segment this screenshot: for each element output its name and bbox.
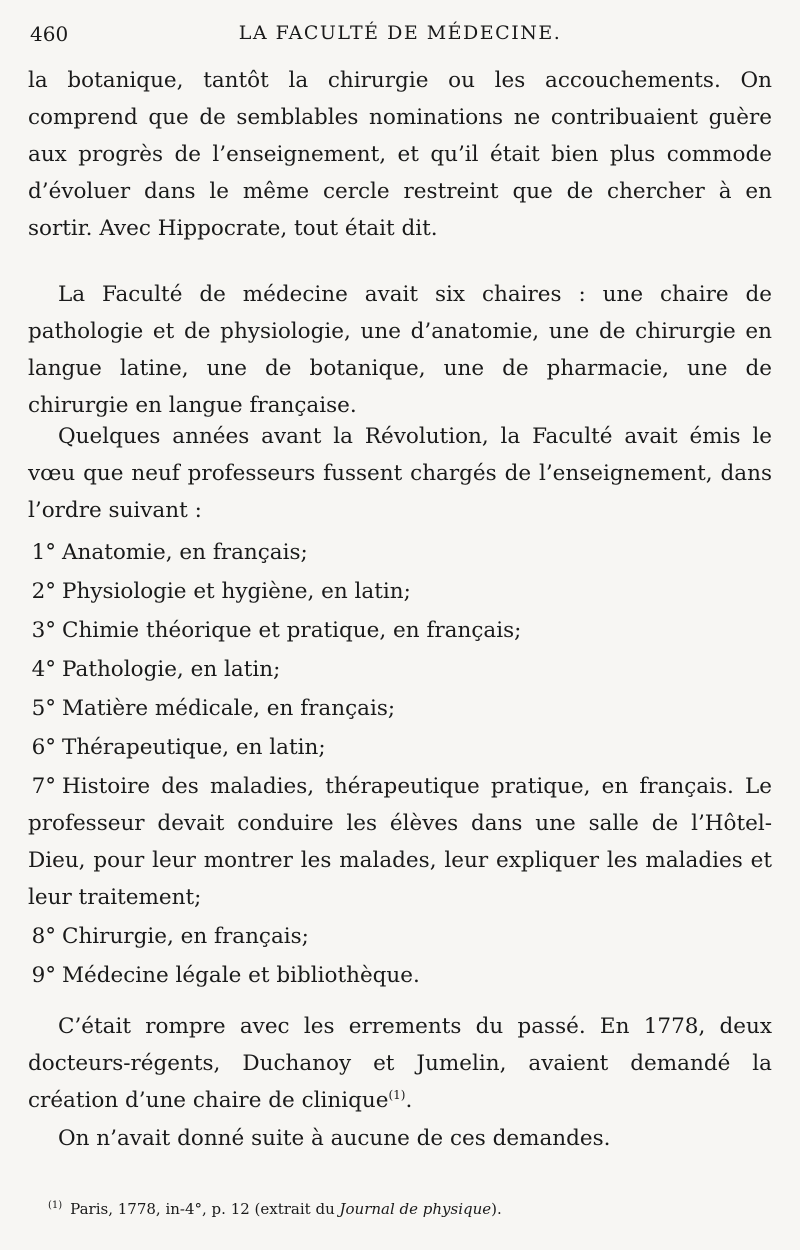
- list-text: Matière médicale, en français;: [62, 696, 396, 721]
- list-text: Médecine légale et bibliothèque.: [62, 963, 420, 988]
- list-text: Chimie théorique et pratique, en français;: [62, 618, 522, 643]
- paragraph-break-with-past: [28, 1008, 772, 1119]
- paragraph-text: C’était rompre avec les errements du passé. En 1778, deux docteurs-régents, Duchanoy et Jumelin, avaient demandé la création d’une chaire de clinique: [28, 1014, 772, 1113]
- list-text: Pathologie, en latin;: [62, 657, 281, 682]
- running-head: [30, 22, 770, 50]
- list-text: Anatomie, en français;: [62, 540, 308, 565]
- paragraph-wish: Quelques années avant la Révolution, la Faculté avait émis le vœu que neuf professeurs fussent chargés de l’enseignement, dans l’ordre suivant :: [28, 424, 772, 523]
- page-number: 460: [30, 22, 69, 46]
- list-text: Thérapeutique, en latin;: [62, 735, 326, 760]
- list-number: 7°: [31, 774, 56, 799]
- list-text: Histoire des maladies, thérapeutique pratique, en français. Le professeur devait conduire les élèves dans une salle de l’Hôtel-Dieu, pour leur montrer les malades, leur expliquer les maladies et leur traitement;: [28, 774, 772, 910]
- list-number: 1°: [31, 540, 56, 565]
- footnote: [48, 1196, 502, 1219]
- list-number: 3°: [31, 618, 56, 643]
- list-text: Physiologie et hygiène, en latin;: [62, 579, 411, 604]
- list-item: [28, 957, 772, 994]
- paragraph-continuation: la botanique, tantôt la chirurgie ou les accouchements. On comprend que de semblables nominations ne contribuaient guère aux progrès de l’enseignement, et qu’il était bien plus commode d’évoluer dans le même cercle restreint que de chercher à en sortir. Avec Hippocrate, tout était dit.: [28, 68, 772, 241]
- list-number: 8°: [31, 924, 56, 949]
- list-item: [28, 690, 772, 727]
- running-title: LA FACULTÉ DE MÉDECINE.: [238, 22, 562, 44]
- footnote-text-end: ).: [491, 1200, 502, 1218]
- list-number: 6°: [31, 735, 56, 760]
- list-item: [28, 918, 772, 955]
- paragraph-end: .: [405, 1088, 413, 1113]
- footnote-text: Paris, 1778, in-4°, p. 12 (extrait du: [70, 1200, 340, 1218]
- footnote-reference[interactable]: (1): [388, 1088, 406, 1102]
- list-item: [28, 651, 772, 688]
- footnote-marker: (1): [48, 1200, 63, 1211]
- paragraph-chairs: La Faculté de médecine avait six chaires : une chaire de pathologie et de physiologie, une d’anatomie, une de chirurgie en langue latine, une de botanique, une de pharmacie, une de chirurgie en langue française.: [28, 282, 772, 418]
- list-number: 4°: [31, 657, 56, 682]
- list-text: Chirurgie, en français;: [62, 924, 309, 949]
- list-item: [28, 534, 772, 571]
- footnote-journal-title: Journal de physique: [339, 1200, 492, 1218]
- list-item: [28, 573, 772, 610]
- list-item: [28, 729, 772, 766]
- paragraph-conclusion: On n’avait donné suite à aucune de ces demandes.: [58, 1126, 611, 1151]
- list-number: 2°: [31, 579, 56, 604]
- list-item: [28, 612, 772, 649]
- list-item: [28, 768, 772, 916]
- list-number: 9°: [31, 963, 56, 988]
- list-number: 5°: [31, 696, 56, 721]
